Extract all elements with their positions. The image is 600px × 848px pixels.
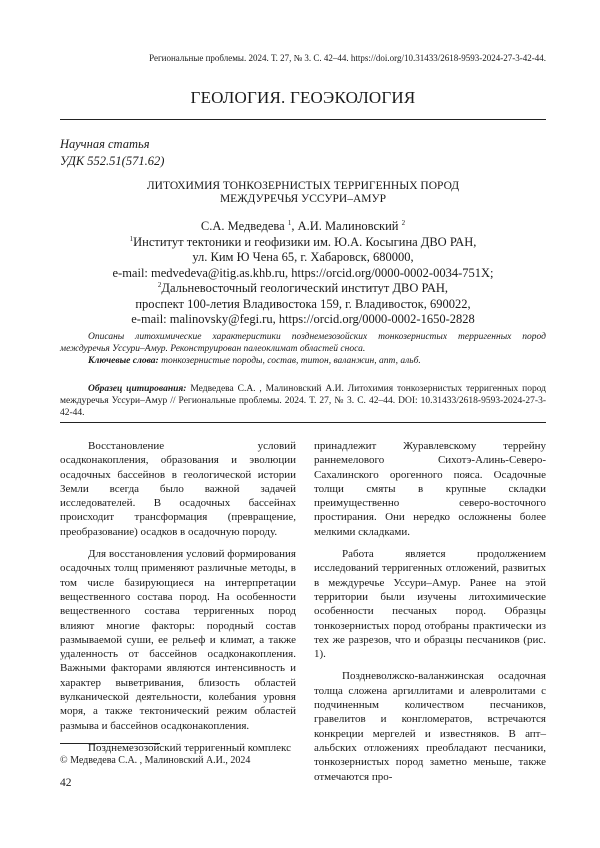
keywords: [60, 355, 546, 367]
body-paragraph: Работа является продолжением исследований терригенных отложений, развитых в междуречье Уссури–Амур. Ранее на этой территории были изучены литохимические особенности песчаных пород. Образцы тонкозернистых пород отобраны практически из тех же разрезов, что и образцы песчаников (рис. 1).: [314, 548, 546, 661]
article-title: [60, 180, 546, 206]
affiliation-1-mark: 1: [129, 234, 134, 243]
journal-header-line: Региональные проблемы. 2024. Т. 27, № 3. С. 42–44. https://doi.org/10.31433/2618-9593-2024-27-3-42-44.: [149, 53, 546, 63]
page-number: 42: [60, 777, 72, 789]
keywords-label: Ключевые слова:: [88, 356, 159, 366]
abstract-text: Описаны литохимические характеристики позднемезозойских тонкозернистых терригенных пород междуречья Уссури–Амур. Реконструирован палеоклимат областей сноса.: [60, 332, 546, 354]
author-2-name: А.И. Малиновский: [297, 219, 399, 233]
body-paragraph: Для восстановления условий формирования осадочных толщ применяют различные методы, в том числе базирующиеся на интерпретации вещественного состава пород. На особенности вещественного состава терригенных пород влияют многие факторы: породный состав размываемой суши, ее рельеф и климат, а также удаленность от бассейнов осадконакопления. Важными факторами являются интенсивность и характер выветривания, близость областей вулканической деятельности, колебания уровня моря, а также тектонический режим областей размыва и бассейнов осадконакопления.: [60, 548, 296, 732]
udk-code: УДК 552.51(571.62): [60, 154, 165, 168]
author-1-affiliation-mark: 1: [287, 218, 292, 227]
citation-block: [60, 383, 546, 419]
affiliation-2-line-1: [60, 281, 546, 297]
body-paragraph: Восстановление условий осадконакопления, образования и эволюции осадочных бассейнов в геологической истории Земли всегда было важной задачей исследователей. В осадочных бассейнах происходит трансформация (превращение, преобразование) осадков в осадочную породу.: [60, 440, 296, 538]
authors-block: [60, 219, 546, 328]
affiliation-2-contacts: e-mail: malinovsky@fegi.ru, https://orcid.org/0000-0002-1650-2828: [131, 312, 475, 326]
copyright-notice: © Медведева С.А. , Малиновский А.И., 2024: [60, 755, 251, 766]
author-2-affiliation-mark: 2: [401, 218, 406, 227]
affiliation-2-institution: Дальневосточный геологический институт ДВО РАН,: [161, 281, 449, 295]
keywords-list: тонкозернистые породы, состав, титон, валанжин, апт, альб.: [158, 356, 421, 366]
abstract: [60, 331, 546, 367]
body-column-right: [314, 439, 546, 792]
body-paragraph: Позднемезозойский терригенный комплекс: [88, 741, 292, 754]
section-divider: [60, 119, 546, 120]
article-title-line-1: ЛИТОХИМИЯ ТОНКОЗЕРНИСТЫХ ТЕРРИГЕННЫХ ПОРОД: [146, 180, 460, 192]
body-paragraph: Поздневолжско-валанжинская осадочная толща сложена аргиллитами и алевролитами с подчиненным количеством песчаников, гравелитов и конгломератов, встречаются конкреции мергелей и известняков. В апт–альбских отложениях преобладают песчаники, тонкозернистых пород заметно меньше, также отмечаются про-: [314, 670, 546, 783]
affiliation-1-address: ул. Ким Ю Чена 65, г. Хабаровск, 680000,: [192, 250, 414, 264]
citation-divider: [60, 422, 546, 423]
author-names: [60, 219, 546, 235]
citation: [60, 383, 546, 419]
affiliation-1-line-1: [60, 235, 546, 251]
article-type: Научная статья: [60, 137, 150, 151]
affiliation-1-institution: Институт тектоники и геофизики им. Ю.А. Косыгина ДВО РАН,: [133, 234, 477, 249]
footnote-divider: [60, 743, 160, 744]
affiliation-2-mark: 2: [157, 280, 162, 289]
author-1-name: С.А. Медведева: [200, 219, 285, 233]
author-separator: ,: [291, 219, 298, 233]
affiliation-2-address: проспект 100-летия Владивостока 159, г. Владивосток, 690022,: [135, 296, 471, 311]
affiliation-1-contacts: e-mail: medvedeva@itig.as.khb.ru, https://orcid.org/0000-0002-0034-751X;: [112, 265, 494, 280]
citation-text: Медведева С.А. , Малиновский А.И. Литохимия тонкозернистых терригенных пород междуречья Уссури–Амур // Региональные проблемы. 2024. Т. 27, № 3. С. 42–44. DOI: 10.31433/2618-9593-2024-27-3-42-44.: [60, 384, 546, 418]
body-column-left: [60, 439, 296, 763]
citation-label: Образец цитирования:: [88, 384, 187, 394]
article-title-line-2: МЕЖДУРЕЧЬЯ УССУРИ–АМУР: [219, 193, 387, 205]
section-title: ГЕОЛОГИЯ. ГЕОЭКОЛОГИЯ: [190, 88, 416, 107]
body-paragraph: принадлежит Журавлевскому террейну раннемелового Сихотэ-Алинь-Северо-Сахалинского орогенного пояса. Осадочные толщи смяты в крупные складки преимущественно северо-восточного простирания. Они нередко осложнены более мелкими складками.: [314, 440, 546, 538]
